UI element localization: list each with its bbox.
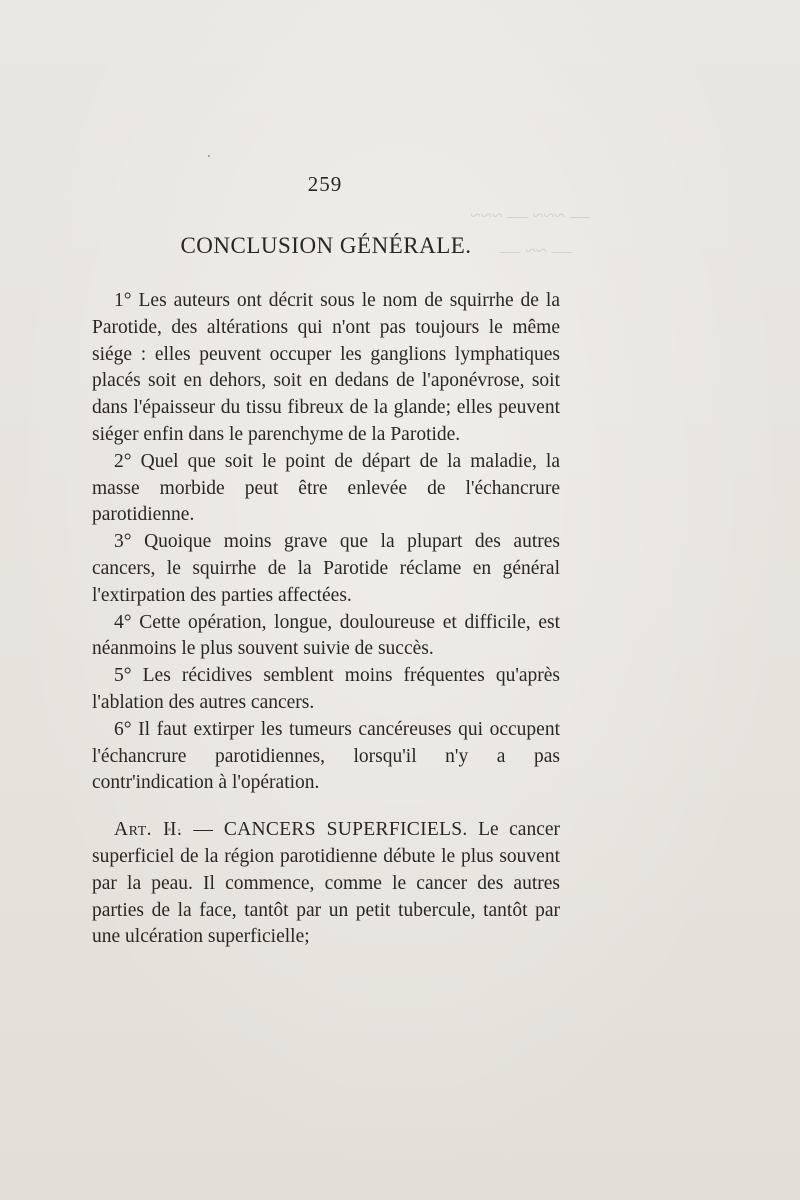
body-text [92, 288, 560, 971]
article-text: Le cancer superficiel de la région parotidienne débute le plus souvent par la peau. Il commence, comme le cancer des autres parties de la face, tantôt par un petit tubercule, tantôt par une ulcération superficielle; [92, 819, 561, 948]
conclusion-paragraph-4: 4° Cette opération, longue, douloureuse et difficile, est néanmoins le plus souvent suivie de succès. [92, 611, 560, 660]
section-heading: CONCLUSION GÉNÉRALE. [180, 233, 472, 258]
show-through-text: — ~~ — [500, 240, 572, 262]
ink-speck [208, 155, 210, 157]
conclusion-paragraph-2: 2° Quel que soit le point de départ de la maladie, la masse morbide peut être enlevée de l'échancrure parotidienne. [92, 450, 560, 526]
ink-speck [168, 828, 171, 831]
conclusion-paragraph-5: 5° Les récidives semblent moins fréquentes qu'après l'ablation des autres cancers. [92, 665, 560, 713]
article-paragraph [92, 817, 560, 951]
conclusion-paragraph-3: 3° Quoique moins grave que la plupart des autres cancers, le squirrhe de la Parotide réclame en général l'extirpation des parties affectées. [92, 531, 560, 606]
conclusion-paragraph-6: 6° Il faut extirper les tumeurs cancéreuses qui occupent l'échancrure parotidiennes, lorsqu'il n'y a pas contr'indication à l'opération. [92, 718, 560, 794]
article-title: CANCERS SUPERFICIELS. [223, 819, 468, 841]
conclusion-paragraph-1: 1° Les auteurs ont décrit sous le nom de squirrhe de la Parotide, des altérations qui n'ont pas toujours le même siége : elles peuvent occuper les ganglions lymphatiques placés soit en dehors, soit en dedans de l'aponévrose, soit dans l'épaisseur du tissu fibreux de la glande; elles peuvent siéger enfin dans le parenchyme de la Parotide. [92, 290, 560, 445]
ink-speck [178, 829, 180, 831]
show-through-text: — ~~~ — ~~~ [470, 205, 590, 227]
article-label: Art. II. — [114, 819, 214, 841]
page-number: 259 [307, 172, 343, 196]
